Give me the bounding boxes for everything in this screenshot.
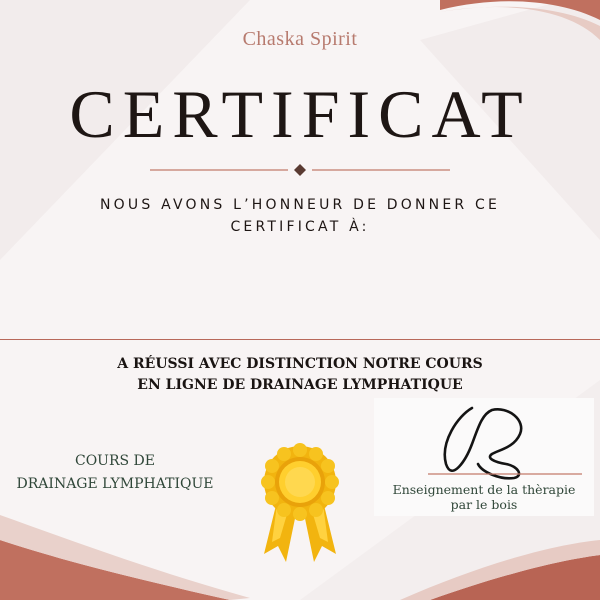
signature-caption <box>374 482 594 512</box>
course-line-2: DRAINAGE LYMPHATIQUE <box>16 476 214 492</box>
course-label <box>0 450 230 496</box>
course-line-1: COURS DE <box>74 453 155 469</box>
signature-caption-line-2: par le bois <box>450 497 518 512</box>
success-line-1: A RÉUSSI AVEC DISTINCTION NOTRE COURS <box>117 356 483 372</box>
ornamental-divider-icon <box>150 163 450 177</box>
success-statement <box>60 354 540 396</box>
honor-line-1: NOUS AVONS L’HONNEUR DE DONNER CE <box>100 197 500 213</box>
signature-caption-line-1: Enseignement de la thèrapie <box>392 482 576 497</box>
brand-logo-text: Chaska Spirit <box>242 28 358 50</box>
honor-line-2: CERTIFICAT À: <box>230 219 370 235</box>
certificate-title: CERTIFICAT <box>69 76 531 152</box>
recipient-name-line <box>0 339 600 340</box>
success-line-2: EN LIGNE DE DRAINAGE LYMPHATIQUE <box>137 377 463 393</box>
honor-statement <box>60 194 540 238</box>
brand-logo <box>0 28 600 51</box>
award-ribbon-icon <box>250 442 350 572</box>
